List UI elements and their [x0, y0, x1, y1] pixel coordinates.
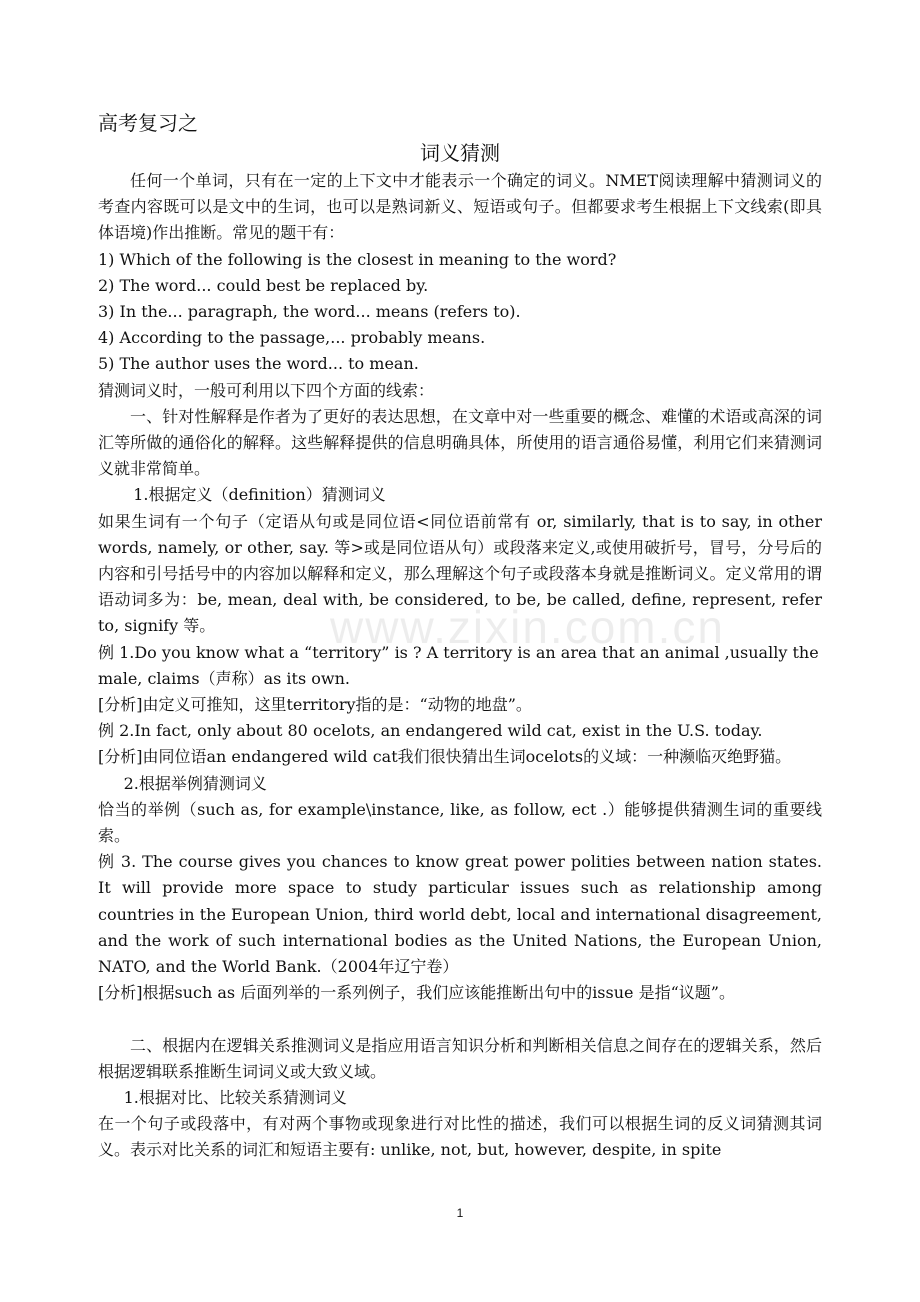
- subsection-1-1-heading: 1.根据定义（definition）猜测词义: [133, 485, 386, 505]
- question-stem-5: 5) The author uses the word... to mean.: [98, 354, 419, 374]
- intro-paragraph: 任何一个单词，只有在一定的上下文中才能表示一个确定的词义。NMET阅读理解中猜测词义的考查内容既可以是文中的生词，也可以是熟词新义、短语或句子。但都要求考生根据上下文线索(即具体语境)作出推断。常见的题干有：: [98, 171, 822, 243]
- page-number: 1: [456, 1206, 464, 1220]
- question-stem-3: 3) In the... paragraph, the word... means (refers to).: [98, 302, 521, 322]
- document-body: [98, 108, 822, 1164]
- subsection-2-1-text: 在一个句子或段落中，有对两个事物或现象进行对比性的描述，我们可以根据生词的反义词猜测其词义。表示对比关系的词汇和短语主要有: unlike, not, but, however, despite, in spite: [98, 1114, 822, 1160]
- watermark: www.zixin.com.cn: [330, 601, 725, 653]
- example-1: 例 1.Do you know what a “territory” is ? A territory is an area that an animal ,usually the male, claims（声称）as its own.: [98, 642, 819, 688]
- subsection-1-2-heading: 2.根据举例猜测词义: [123, 773, 267, 793]
- analysis-2: [分析]由同位语an endangered wild cat我们很快猜出生词ocelots的义域：一种濒临灭绝野猫。: [98, 747, 792, 767]
- question-stem-4: 4) According to the passage,... probably means.: [98, 328, 486, 348]
- blank-line: [98, 1007, 822, 1033]
- subsection-1-1-text: 如果生词有一个句子（定语从句或是同位语<同位语前常有 or, similarly, that is to say, in other words, namely, or other, say. 等>或是同位语从句）或段落来定义,或使用破折号，冒号，分号后的内容和引号括号中的内容加以解释和定义，那么理解这个句子或段落本身就是推断词义。定义常用的谓语动词多为：be, mean, deal with, be considered, to be, be called, define, represent, refer to, signify 等。: [98, 511, 822, 636]
- question-stem-2: 2) The word... could best be replaced by.: [98, 275, 429, 295]
- clues-intro: 猜测词义时，一般可利用以下四个方面的线索：: [98, 380, 435, 400]
- example-2: 例 2.In fact, only about 80 ocelots, an endangered wild cat, exist in the U.S. today.: [98, 721, 763, 741]
- question-stem-1: 1) Which of the following is the closest in meaning to the word?: [98, 249, 617, 269]
- section-2-intro: 二、根据内在逻辑关系推测词义是指应用语言知识分析和判断相关信息之间存在的逻辑关系，然后根据逻辑联系推断生词词义或大致义域。: [98, 1035, 822, 1081]
- subsection-2-1-heading: 1.根据对比、比较关系猜测词义: [123, 1087, 347, 1107]
- example-3: 例 3. The course gives you chances to know great power polities between nation states. It will provide more space to study particular issues such as relationship among countries in the European Union, third world debt, local and international disagreement, and the work of such international bodies as the United Nations, the European Union, NATO, and the World Bank.（2004年辽宁卷）: [98, 852, 823, 977]
- analysis-1: [分析]由定义可推知，这里territory指的是：“动物的地盘”。: [98, 695, 532, 715]
- analysis-3: [分析]根据such as 后面列举的一系列例子，我们应该能推断出句中的issue 是指“议题”。: [98, 983, 735, 1003]
- section-1-intro: 一、针对性解释是作者为了更好的表达思想，在文章中对一些重要的概念、难懂的术语或高深的词汇等所做的通俗化的解释。这些解释提供的信息明确具体，所使用的语言通俗易懂，利用它们来猜测词义就非常简单。: [98, 406, 822, 479]
- document-title: 词义猜测: [420, 141, 500, 165]
- document-heading: 高考复习之: [98, 111, 198, 135]
- subsection-1-2-text: 恰当的举例（such as, for example\instance, like, as follow, ect .）能够提供猜测生词的重要线索。: [98, 799, 822, 846]
